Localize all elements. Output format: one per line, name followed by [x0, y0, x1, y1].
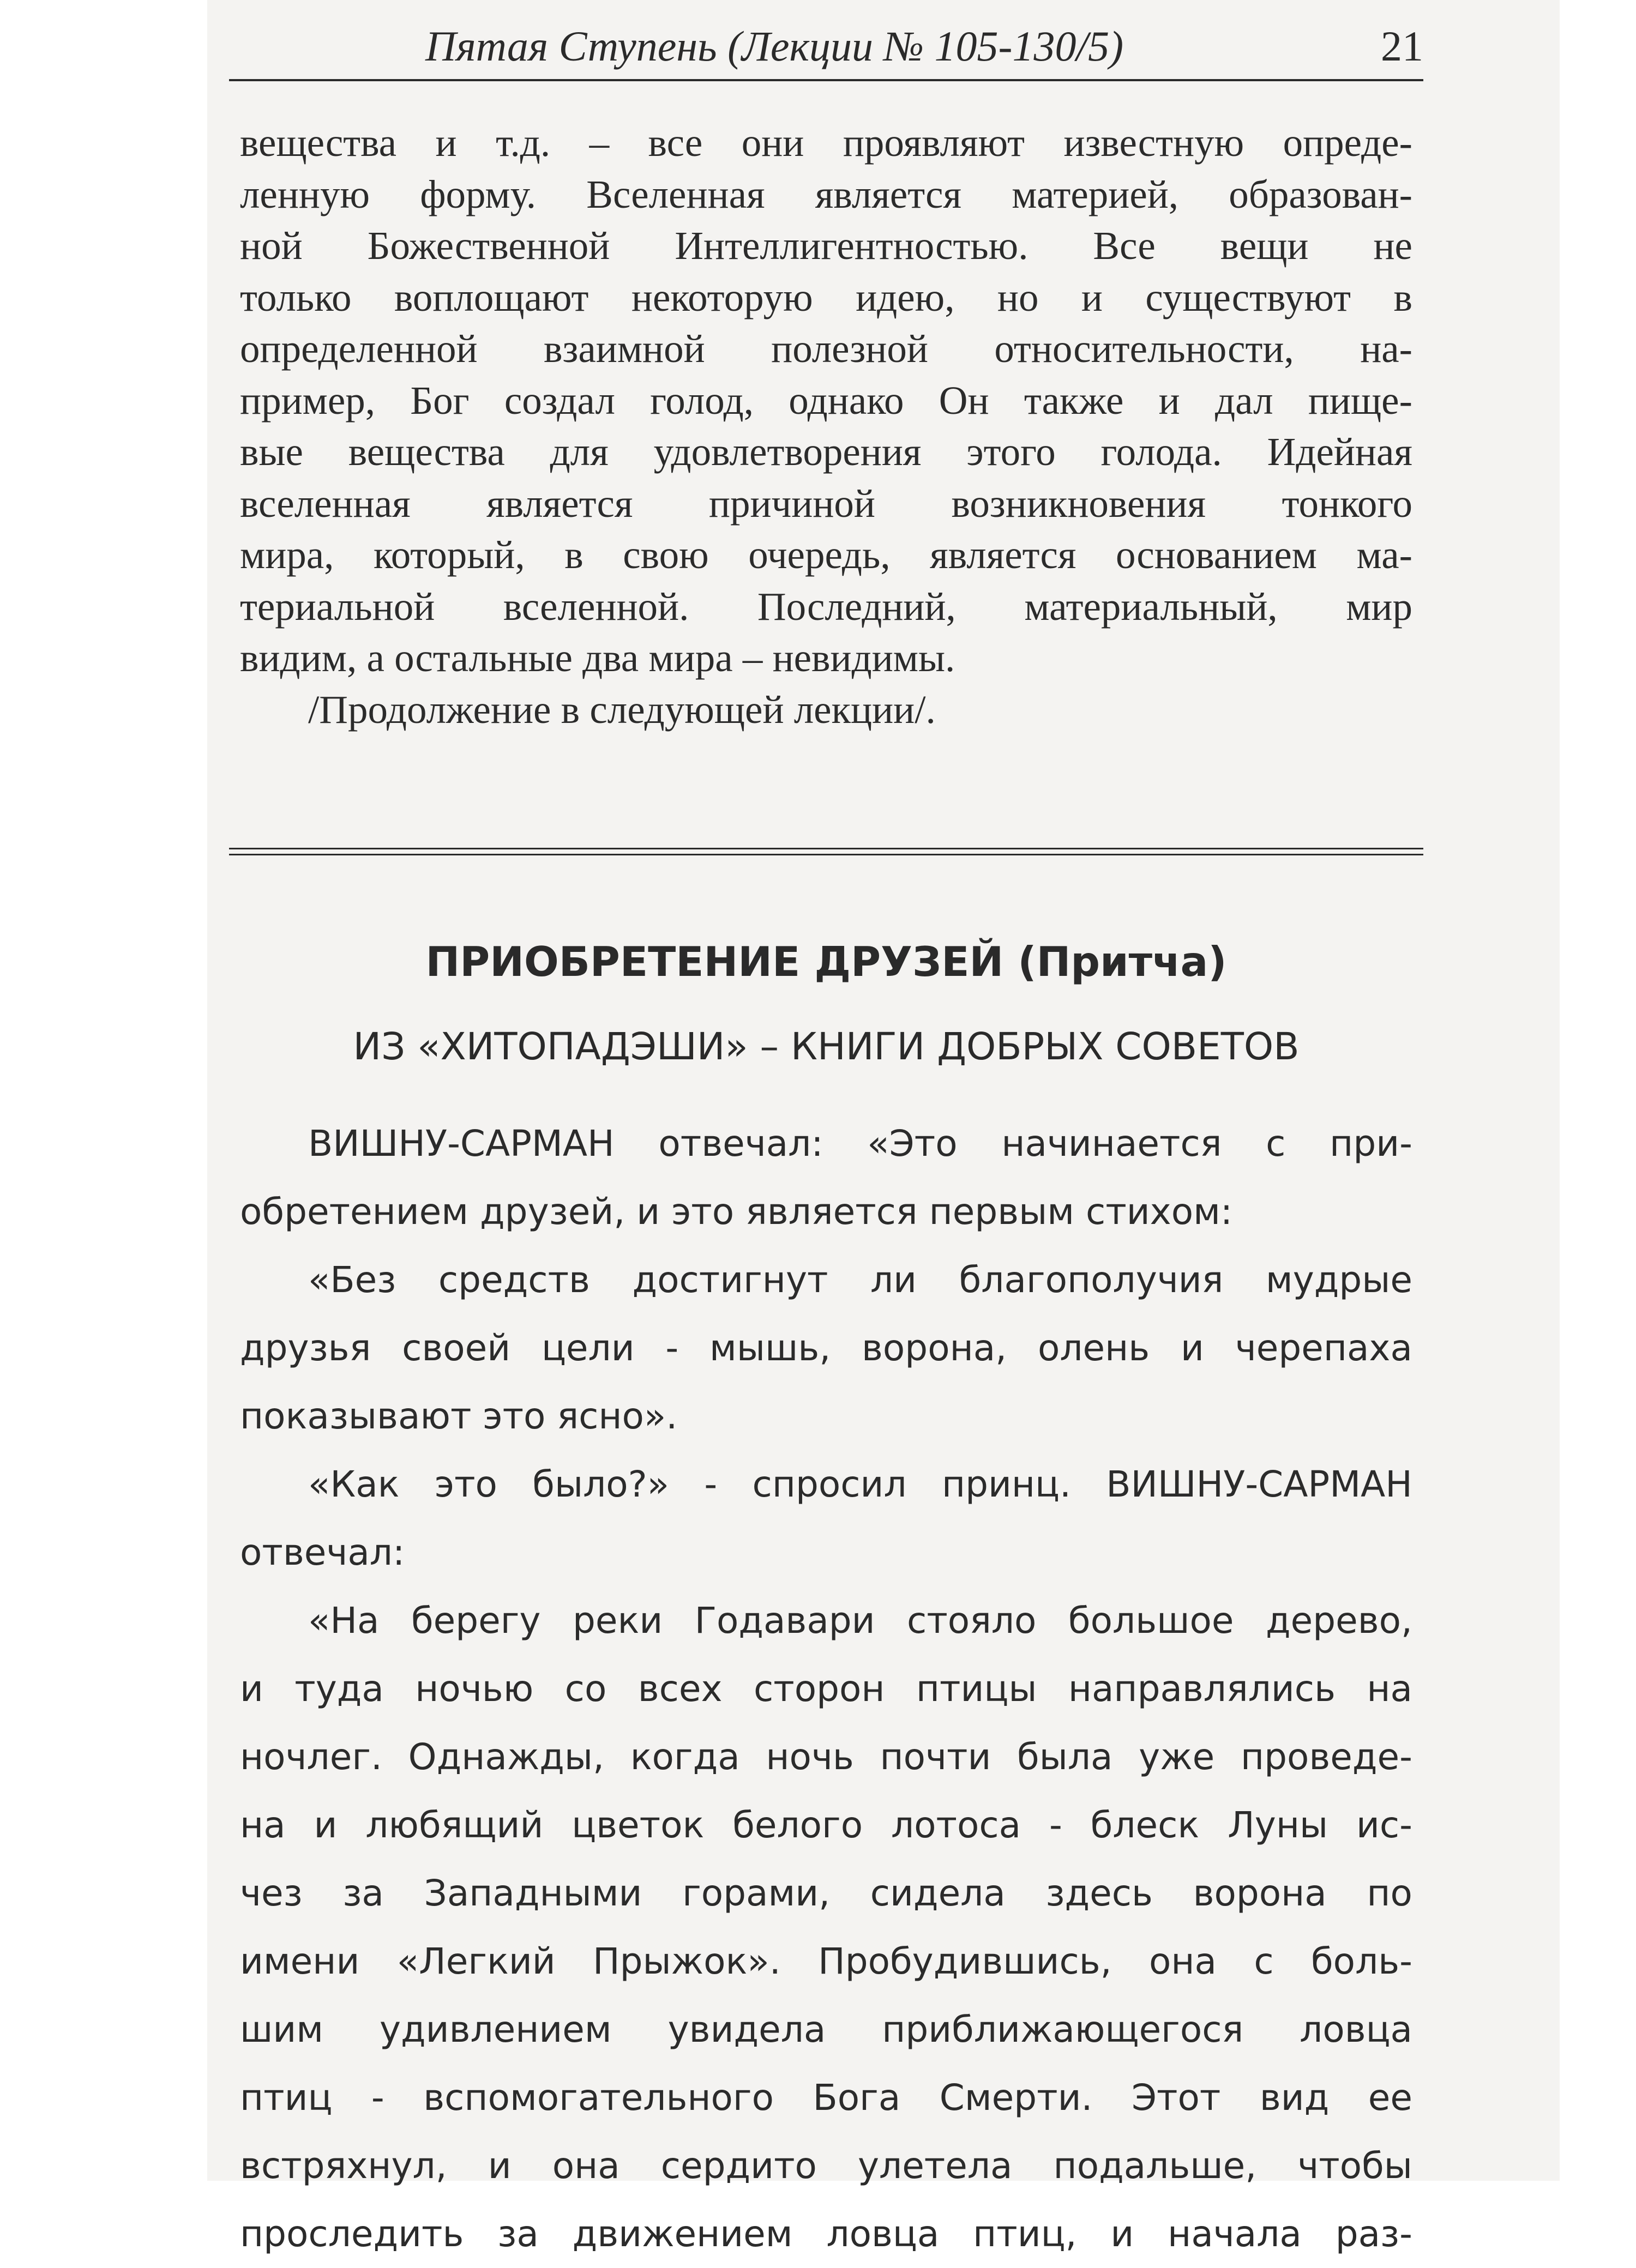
- text-line: чез за Западными горами, сидела здесь ворона по: [240, 1872, 1412, 1914]
- page-header: [229, 22, 1423, 87]
- text-line: шим удивлением увидела приближающегося ловца: [240, 2008, 1412, 2050]
- section-divider-bottom: [229, 854, 1423, 855]
- text-line: и туда ночью со всех сторон птицы направлялись на: [240, 1668, 1412, 1710]
- header-rule: [229, 79, 1423, 81]
- running-title: Пятая Ступень (Лекции № 105-130/5): [425, 22, 1124, 70]
- text-line: ленную форму. Вселенная является материей, образован-: [240, 172, 1412, 216]
- section-divider-top: [229, 848, 1423, 849]
- lecture-text: [240, 117, 1412, 735]
- text-line: вселенная является причиной возникновения тонкого: [240, 481, 1412, 526]
- text-line: мира, который, в свою очередь, является основанием ма-: [240, 533, 1412, 577]
- text-line: «На берегу реки Годавари стояло большое дерево,: [308, 1600, 1412, 1642]
- text-line: ночлег. Однажды, когда ночь почти была уже проведе-: [240, 1736, 1412, 1778]
- text-line: териальной вселенной. Последний, материальный, мир: [240, 584, 1412, 629]
- story-text: [240, 1109, 1412, 2268]
- story-subtitle: ИЗ «ХИТОПАДЭШИ» – КНИГИ ДОБРЫХ СОВЕТОВ: [353, 1025, 1300, 1069]
- text-line: ной Божественной Интеллигентностью. Все вещи не: [240, 224, 1412, 268]
- scan-left-margin: [0, 0, 207, 2181]
- scan-right-margin: [1560, 0, 1636, 2181]
- text-line: пример, Бог создал голод, однако Он также и дал пище-: [240, 378, 1412, 423]
- text-line: показывают это ясно».: [240, 1395, 678, 1437]
- continuation-note: /Продолжение в следующей лекции/.: [308, 687, 936, 732]
- text-line: видим, а остальные два мира – невидимы.: [240, 636, 955, 680]
- text-line: «Без средств достигнут ли благополучия мудрые: [308, 1259, 1412, 1301]
- text-line: друзья своей цели - мышь, ворона, олень и черепаха: [240, 1327, 1412, 1369]
- text-line: отвечал:: [240, 1531, 405, 1573]
- text-line: птиц - вспомогательного Бога Смерти. Этот вид ее: [240, 2077, 1412, 2119]
- text-line: проследить за движением ловца птиц, и начала раз-: [240, 2213, 1412, 2255]
- text-line: вые вещества для удовлетворения этого голода. Идейная: [240, 430, 1412, 474]
- page-number: 21: [1381, 22, 1423, 70]
- story-title: ПРИОБРЕТЕНИЕ ДРУЗЕЙ (Притча): [425, 938, 1227, 986]
- text-line: встряхнул, и она сердито улетела подальше, чтобы: [240, 2145, 1412, 2187]
- text-line: только воплощают некоторую идею, но и существуют в: [240, 275, 1412, 319]
- text-line: имени «Легкий Прыжок». Пробудившись, она с боль-: [240, 1940, 1412, 1982]
- text-line: вещества и т.д. – все они проявляют известную опреде-: [240, 120, 1412, 165]
- text-line: обретением друзей, и это является первым стихом:: [240, 1191, 1233, 1233]
- text-line: определенной взаимной полезной относительности, на-: [240, 327, 1412, 371]
- text-line: «Как это было?» - спросил принц. ВИШНУ-САРМАН: [308, 1463, 1412, 1505]
- text-line: на и любящий цветок белого лотоса - блеск Луны ис-: [240, 1804, 1412, 1846]
- text-line: ВИШНУ-САРМАН отвечал: «Это начинается с при-: [308, 1123, 1412, 1165]
